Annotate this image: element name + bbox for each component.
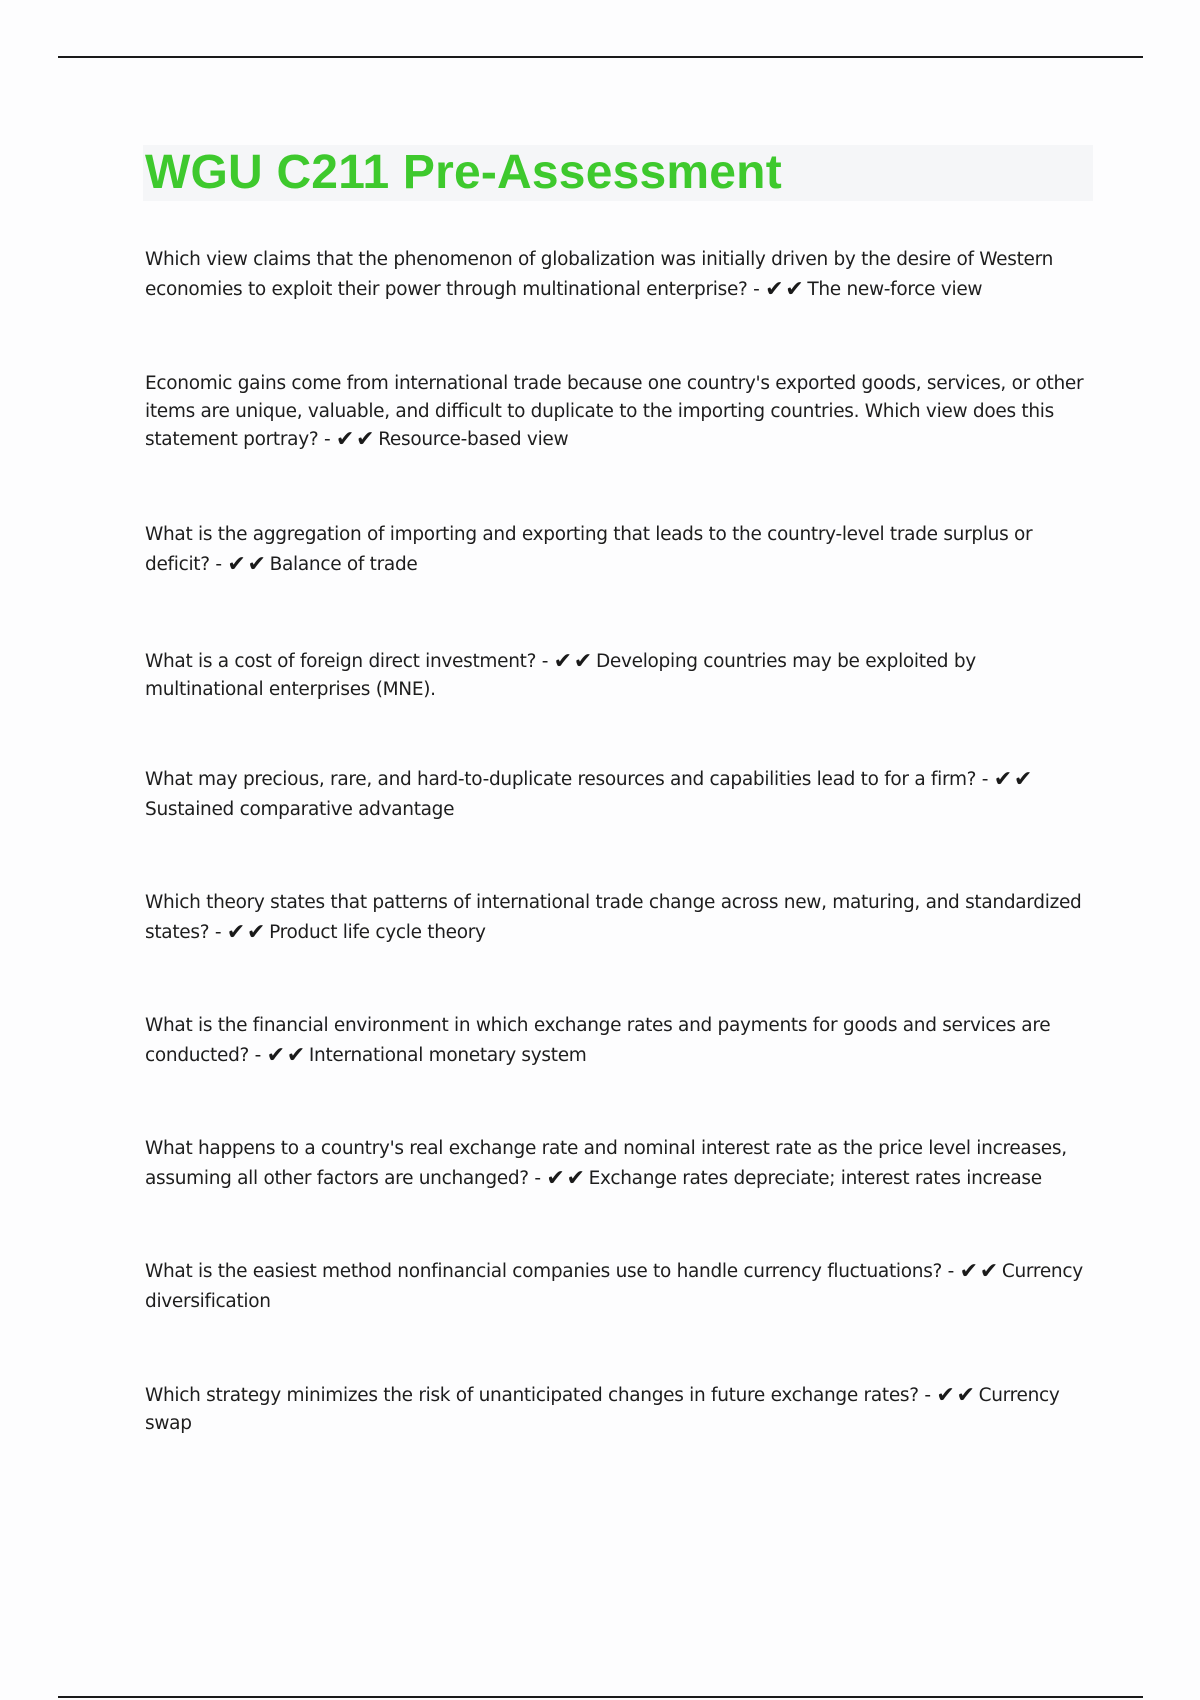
qa-item-9 — [145, 1257, 1090, 1317]
check-icon: ✔ — [286, 1043, 305, 1068]
check-icon: ✔ — [553, 649, 572, 674]
qa-item-3 — [145, 520, 1090, 580]
question-text: What is the easiest method nonfinancial companies use to handle currency fluctuations? — [145, 1261, 943, 1282]
check-icon: ✔ — [566, 1166, 585, 1191]
question-text: What happens to a country's real exchange rate and nominal interest rate as the price level increases, assuming all other factors are unchanged? — [145, 1138, 1067, 1189]
check-icon: ✔ — [956, 1383, 975, 1408]
qa-item-2 — [145, 370, 1090, 454]
separator: - — [528, 1168, 547, 1189]
check-icon: ✔ — [266, 1043, 285, 1068]
qa-item-6 — [145, 888, 1090, 948]
separator: - — [249, 1045, 267, 1066]
qa-item-5 — [145, 765, 1090, 825]
check-icon: ✔ — [1013, 767, 1033, 792]
answer-text: Exchange rates depreciate; interest rates increase — [588, 1168, 1042, 1189]
check-icon: ✔ — [546, 1166, 565, 1191]
bottom-rule — [58, 1696, 1143, 1698]
qa-item-4 — [145, 648, 1090, 704]
question-text: What is a cost of foreign direct investment? — [145, 651, 537, 672]
check-icon: ✔ — [993, 767, 1012, 792]
page-title: WGU C211 Pre-Assessment — [145, 146, 782, 199]
separator: - — [918, 1385, 937, 1406]
answer-text: Sustained comparative advantage — [145, 799, 455, 820]
answer-text: Resource-based view — [378, 429, 569, 450]
check-icon: ✔ — [573, 649, 592, 674]
qa-item-8 — [145, 1134, 1090, 1194]
answer-text: Currency swap — [145, 1385, 1060, 1434]
separator: - — [942, 1261, 960, 1282]
question-text: Economic gains come from international trade because one country's exported goods, services, or other items are unique, valuable, and difficult to duplicate to the importing countries. Which view does this statement portray? — [145, 373, 1084, 450]
check-icon: ✔ — [356, 427, 375, 452]
separator: - — [747, 279, 766, 300]
check-icon: ✔ — [959, 1259, 978, 1284]
check-icon: ✔ — [979, 1259, 998, 1284]
question-text: What is the financial environment in which exchange rates and payments for goods and services are conducted? — [145, 1015, 1051, 1066]
answer-text: Product life cycle theory — [269, 922, 486, 943]
check-icon: ✔ — [246, 920, 266, 945]
qa-item-1 — [145, 245, 1090, 305]
qa-item-7 — [145, 1011, 1090, 1071]
separator: - — [209, 554, 228, 575]
check-icon: ✔ — [247, 552, 266, 577]
check-icon: ✔ — [785, 277, 804, 302]
separator: - — [209, 922, 227, 943]
qa-item-10 — [145, 1382, 1090, 1438]
answer-text: Developing countries may be exploited by multinational enterprises (MNE). — [145, 651, 976, 700]
answer-text: The new-force view — [807, 279, 983, 300]
question-text: What is the aggregation of importing and exporting that leads to the country-level trade surplus or deficit? — [145, 524, 1033, 575]
separator: - — [976, 769, 994, 790]
question-text: What may precious, rare, and hard-to-duplicate resources and capabilities lead to for a firm? — [145, 769, 977, 790]
question-text: Which theory states that patterns of international trade change across new, maturing, and standardized states? — [145, 892, 1082, 943]
check-icon: ✔ — [335, 427, 355, 452]
separator: - — [536, 651, 554, 672]
answer-text: International monetary system — [308, 1045, 587, 1066]
answer-text: Balance of trade — [269, 554, 418, 575]
check-icon: ✔ — [936, 1383, 955, 1408]
separator: - — [318, 429, 336, 450]
check-icon: ✔ — [227, 552, 246, 577]
check-icon: ✔ — [765, 277, 784, 302]
top-rule — [58, 56, 1143, 58]
question-text: Which strategy minimizes the risk of unanticipated changes in future exchange rates? — [145, 1385, 919, 1406]
check-icon: ✔ — [226, 920, 245, 945]
answer-text: Currency diversification — [145, 1261, 1083, 1312]
question-text: Which view claims that the phenomenon of globalization was initially driven by the desire of Western economies to exploit their power through multinational enterprise? — [145, 249, 1054, 300]
